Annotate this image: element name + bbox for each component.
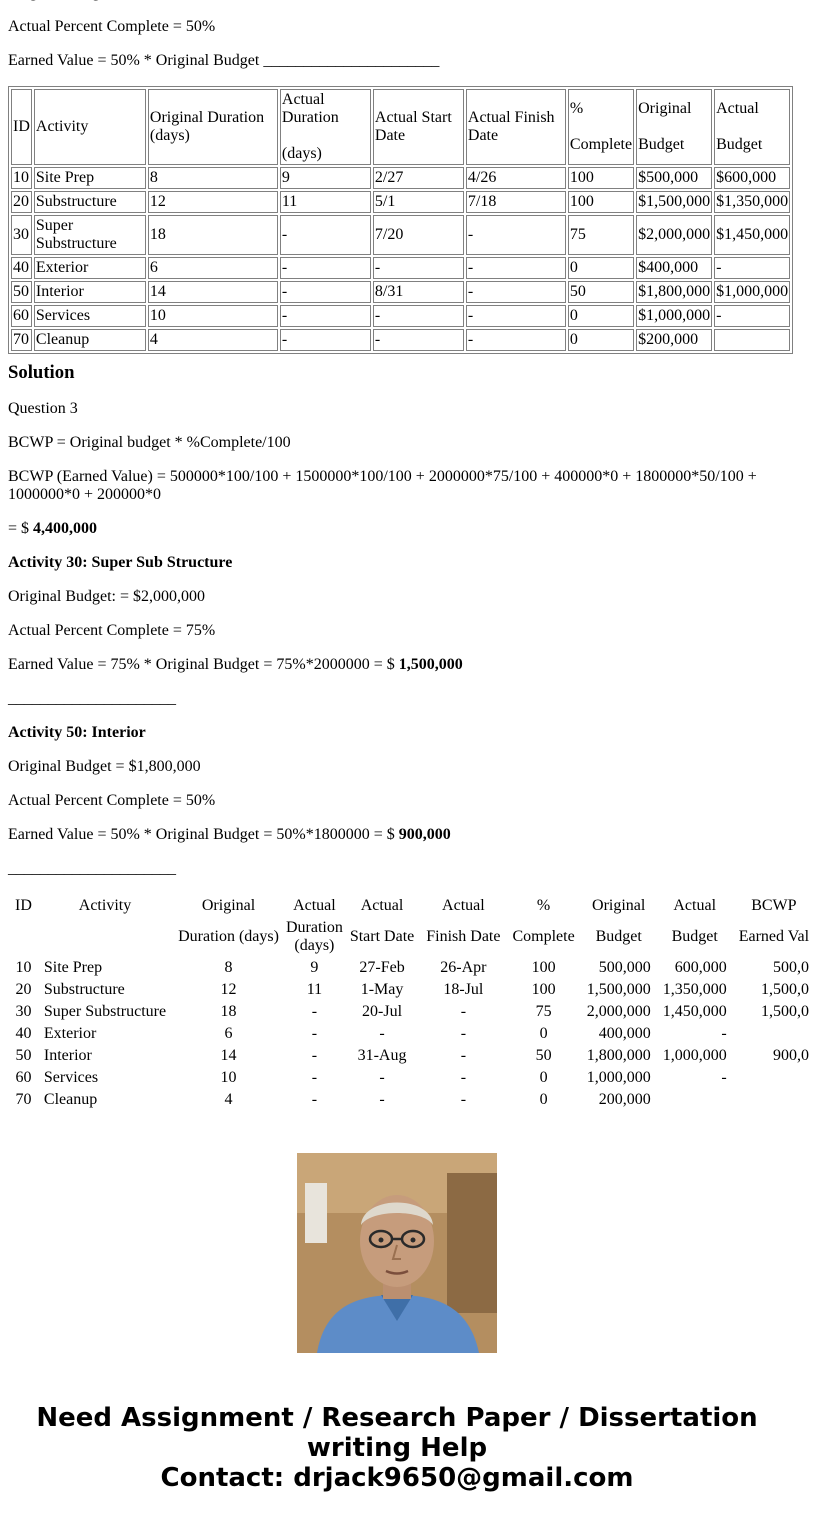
table-row [10,980,814,1000]
header-actual-finish: Actual Finish Date [466,89,566,165]
cell-actual-duration: 11 [280,191,371,213]
cell-actual-finish: 18-Jul [443,981,484,998]
cell-actual-start: - [379,1091,385,1108]
cell-original-duration: 4 [224,1091,233,1108]
cell-original-duration: 18 [148,215,278,255]
cell-actual-start: 2/27 [373,167,464,189]
table-row [10,1046,814,1066]
activity-30-percent: Actual Percent Complete = 75% [8,622,216,639]
cell-percent: 100 [568,167,634,189]
activity-50-original-budget: Original Budget = $1,800,000 [8,758,201,775]
cell-id: 60 [11,305,32,327]
separator-line: _____________________ [8,690,176,707]
cell-actual-finish: 4/26 [466,167,566,189]
activity-table [8,86,793,354]
table-row [10,1024,814,1044]
cell-actual-start: 7/20 [373,215,464,255]
cell-activity: Substructure [43,981,125,998]
earned-value-table [8,894,816,1112]
cell-id: 50 [11,281,32,303]
cell-actual-finish: - [466,329,566,351]
table-row [10,1002,814,1022]
cell-percent: 75 [568,215,634,255]
cell-id: 10 [11,167,32,189]
header-original-budget-sub: Budget [595,928,642,945]
cell-activity: Site Prep [43,959,103,976]
cell-activity: Super Substructure [43,1003,167,1020]
cell-percent: 50 [535,1047,552,1064]
cell-original-budget: $2,000,000 [636,215,712,255]
cell-activity: Cleanup [43,1091,98,1108]
cell-actual-duration: - [280,329,371,351]
cell-actual-duration: - [280,305,371,327]
table-row [11,305,790,327]
cell-actual-start: - [373,329,464,351]
header-bcwp: BCWP [751,897,797,914]
header-actual-duration: Actual Duration (days) [280,89,371,165]
cell-original-budget: $1,500,000 [636,191,712,213]
intro-actual-percent: Actual Percent Complete = 50% [8,18,216,35]
cell-actual-finish: - [466,305,566,327]
cell-actual-start: 5/1 [373,191,464,213]
cell-id: 10 [15,959,32,976]
header-activity: Activity [78,897,132,914]
cell-activity: Interior [34,281,146,303]
header-actual-duration: Actual [293,897,336,914]
cell-actual-finish: - [460,1091,467,1108]
activity-table-header [11,89,790,165]
cell-original-budget: $400,000 [636,257,712,279]
cell-actual-duration: - [311,1069,318,1086]
table-row [11,257,790,279]
header-id: ID [11,89,32,165]
header-actual-finish-sub: Finish Date [426,928,501,945]
promo-banner [0,1403,794,1493]
cell-actual-finish: - [460,1003,467,1020]
cell-activity: Substructure [34,191,146,213]
cell-id: 70 [11,329,32,351]
cell-actual-finish: - [466,281,566,303]
cell-id: 30 [11,215,32,255]
cell-actual-budget: 600,000 [674,959,727,976]
cell-percent: 0 [568,305,634,327]
cell-actual-budget: $1,450,000 [714,215,790,255]
cell-actual-finish: 7/18 [466,191,566,213]
cell-percent: 0 [539,1025,548,1042]
cell-original-budget: 1,000,000 [586,1069,651,1086]
header-actual-start: Actual [360,897,404,914]
cell-activity: Services [34,305,146,327]
table-row [10,958,814,978]
profile-photo [297,1153,497,1353]
cell-actual-finish: - [460,1047,467,1064]
header-id: ID [15,897,32,914]
header-actual-budget: Actual Budget [714,89,790,165]
cell-actual-finish: - [460,1025,467,1042]
intro-original-budget [8,0,794,2]
table-row [11,167,790,189]
promo-line-2: writing Help [306,1433,488,1463]
cell-activity: Super Substructure [34,215,146,255]
cell-activity: Exterior [34,257,146,279]
cell-percent: 50 [568,281,634,303]
cell-original-duration: 14 [148,281,278,303]
bcwp-calculation: BCWP (Earned Value) = 500000*100/100 + 1500000*100/100 + 2000000*75/100 + 400000*0 + 1800000*50/100 + 1000000*0 + 200000*0 [8,468,757,503]
cell-original-duration: 10 [148,305,278,327]
activity-30-earned-value: Earned Value = 75% * Original Budget = 75%*2000000 = $ 1,500,000 [8,656,463,673]
activity-50-percent: Actual Percent Complete = 50% [8,792,216,809]
cell-original-duration: 6 [148,257,278,279]
cell-actual-budget: - [721,1025,727,1042]
cell-original-budget: 1,500,000 [586,981,651,998]
cell-activity: Exterior [43,1025,97,1042]
cell-actual-duration: 11 [306,981,323,998]
cell-original-budget: $500,000 [636,167,712,189]
cell-percent: 100 [531,959,556,976]
cell-id: 40 [11,257,32,279]
cell-percent: 0 [539,1069,548,1086]
cell-activity: Services [43,1069,99,1086]
bcwp-formula: BCWP = Original budget * %Complete/100 [8,434,291,451]
bcwp-total-value: 4,400,000 [33,520,98,537]
header-actual-start: Actual Start Date [373,89,464,165]
promo-contact: Contact: drjack9650@gmail.com [160,1463,634,1493]
cell-activity: Site Prep [34,167,146,189]
cell-bcwp: 1,500,0 [761,981,810,998]
ev-table-header-1 [10,896,814,916]
cell-actual-budget: - [714,257,790,279]
cell-actual-duration: - [280,215,371,255]
cell-actual-duration: - [311,1091,318,1108]
header-original-duration: Original [201,897,256,914]
cell-percent: 75 [535,1003,552,1020]
cell-actual-duration: - [311,1025,318,1042]
cell-actual-budget: - [721,1069,727,1086]
cell-original-duration: 12 [148,191,278,213]
header-actual-budget: Actual [673,897,717,914]
header-original-duration-sub: Duration (days) [178,928,279,945]
header-percent-sub: Complete [512,928,575,945]
activity-30-heading: Activity 30: Super Sub Structure [8,554,233,571]
cell-actual-duration: 9 [310,959,319,976]
cell-actual-budget [658,1090,732,1110]
header-actual-start-sub: Start Date [349,928,415,945]
cell-actual-finish: - [460,1069,467,1086]
cell-id: 50 [15,1047,32,1064]
cell-actual-budget [714,329,790,351]
intro-earned-value: Earned Value = 50% * Original Budget ______________________ [8,52,440,69]
promo-line-1: Need Assignment / Research Paper / Dissertation [36,1403,758,1433]
cell-original-duration: 14 [220,1047,237,1064]
cell-actual-finish: - [466,215,566,255]
cell-actual-start: 8/31 [373,281,464,303]
activity-30-ev-value: 1,500,000 [398,656,463,673]
header-percent-complete: % Complete [568,89,634,165]
cell-bcwp [734,1024,814,1044]
cell-original-duration: 6 [224,1025,233,1042]
table-row [10,1090,814,1110]
cell-percent: 0 [539,1091,548,1108]
ev-table-header-2 [10,918,814,956]
cell-actual-budget: 1,000,000 [662,1047,727,1064]
cell-actual-start: 31-Aug [357,1047,407,1064]
cell-id: 70 [15,1091,32,1108]
separator-line: _____________________ [8,860,176,877]
cell-percent: 0 [568,329,634,351]
header-original-duration: Original Duration (days) [148,89,278,165]
cell-original-duration: 8 [224,959,233,976]
cell-actual-start: - [373,257,464,279]
cell-original-budget: 500,000 [598,959,651,976]
cell-bcwp: 1,500,0 [761,1003,810,1020]
activity-50-heading: Activity 50: Interior [8,724,146,741]
cell-original-duration: 18 [220,1003,237,1020]
cell-percent: 0 [568,257,634,279]
header-actual-budget-sub: Budget [671,928,718,945]
cell-percent: 100 [568,191,634,213]
header-actual-finish: Actual [442,897,485,914]
cell-actual-start: - [373,305,464,327]
cell-original-budget: 200,000 [598,1091,651,1108]
cell-actual-duration: - [280,281,371,303]
cell-id: 20 [11,191,32,213]
cell-actual-budget: - [714,305,790,327]
header-activity: Activity [34,89,146,165]
cell-bcwp [734,1090,814,1110]
cell-original-budget: 400,000 [598,1025,651,1042]
cell-actual-start: 1-May [360,981,404,998]
cell-actual-budget: $1,350,000 [714,191,790,213]
bcwp-total: = $ 4,400,000 [8,520,98,537]
avatar [297,1153,497,1353]
solution-heading: Solution [8,362,75,383]
header-bcwp-sub: Earned Val [738,928,810,945]
cell-actual-budget: $600,000 [714,167,790,189]
cell-actual-duration: 9 [280,167,371,189]
cell-original-duration: 10 [220,1069,237,1086]
cell-original-budget: $200,000 [636,329,712,351]
question-label: Question 3 [8,400,78,417]
cell-bcwp [734,1068,814,1088]
cell-actual-finish: 26-Apr [440,959,487,976]
cell-actual-start: - [379,1069,385,1086]
cell-actual-budget: $1,000,000 [714,281,790,303]
cell-id: 20 [15,981,32,998]
cell-actual-duration: - [280,257,371,279]
cell-actual-start: 20-Jul [362,1003,403,1020]
cell-original-budget: $1,000,000 [636,305,712,327]
cell-original-budget: 2,000,000 [586,1003,651,1020]
header-original-budget: Original Budget [636,89,712,165]
cell-actual-finish: - [466,257,566,279]
cell-actual-duration: - [311,1047,318,1064]
table-row [11,191,790,213]
cell-activity: Cleanup [34,329,146,351]
cell-activity: Interior [43,1047,92,1064]
cell-bcwp: 900,0 [773,1047,810,1064]
table-row [11,329,790,351]
table-row [10,1068,814,1088]
table-row [11,281,790,303]
activity-50-earned-value: Earned Value = 50% * Original Budget = 50%*1800000 = $ 900,000 [8,826,451,843]
header-actual-duration-sub: Duration (days) [285,919,343,954]
cell-actual-start: - [379,1025,385,1042]
table-row [11,215,790,255]
cell-actual-budget: 1,350,000 [662,981,727,998]
cell-bcwp: 500,0 [773,959,810,976]
cell-id: 60 [15,1069,32,1086]
cell-id: 30 [15,1003,32,1020]
cell-id: 40 [15,1025,32,1042]
cell-percent: 100 [531,981,556,998]
cell-original-duration: 8 [148,167,278,189]
cell-actual-duration: - [311,1003,318,1020]
cell-original-duration: 4 [148,329,278,351]
cell-original-budget: 1,800,000 [586,1047,651,1064]
cell-original-duration: 12 [220,981,237,998]
header-original-budget: Original [592,897,646,914]
cell-actual-start: 27-Feb [359,959,405,976]
activity-30-original-budget: Original Budget: = $2,000,000 [8,588,206,605]
activity-50-ev-value: 900,000 [398,826,451,843]
cell-actual-budget: 1,450,000 [662,1003,727,1020]
header-percent: % [536,897,551,914]
cell-original-budget: $1,800,000 [636,281,712,303]
document-body [8,0,810,1112]
